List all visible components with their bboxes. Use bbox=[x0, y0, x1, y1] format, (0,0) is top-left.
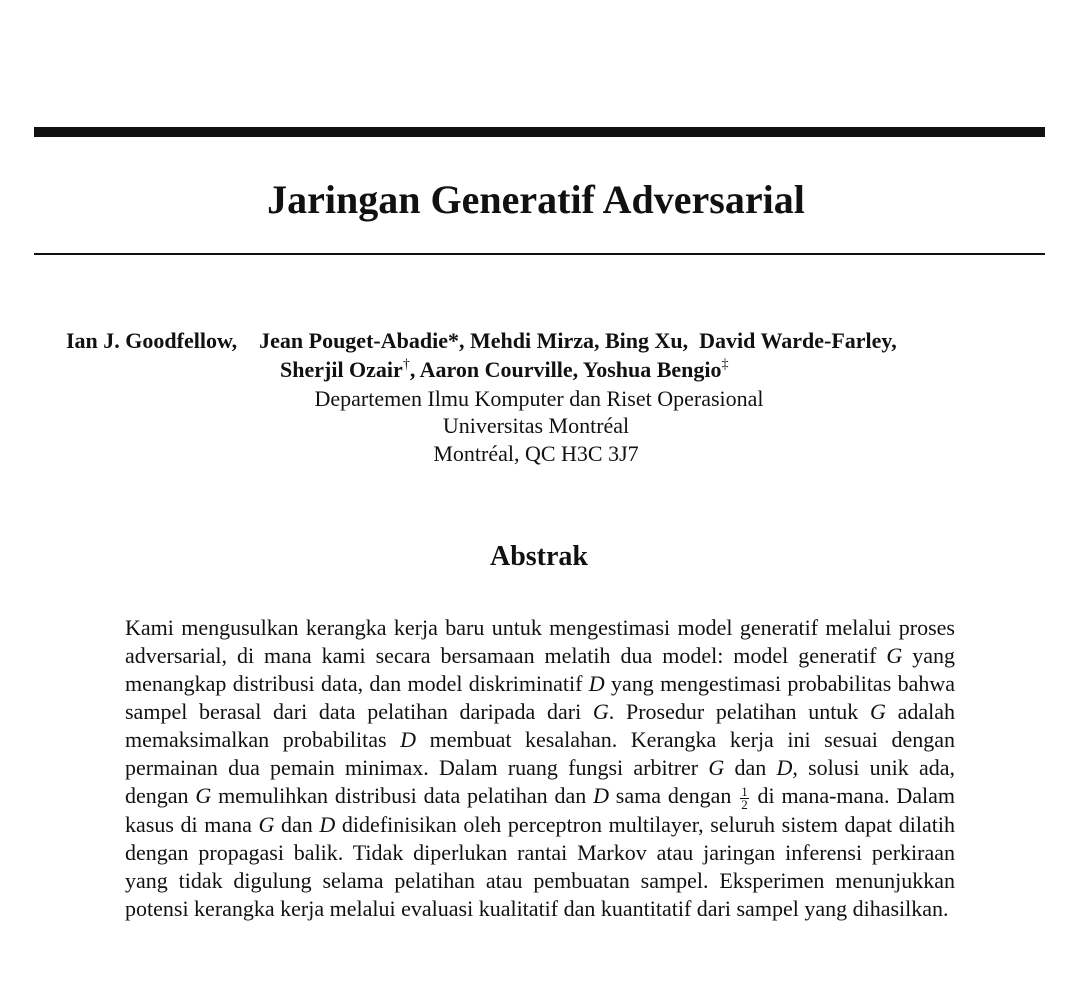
abstract-body bbox=[125, 614, 955, 923]
authors-courville-bengio: , Aaron Courville, Yoshua Bengio bbox=[409, 357, 722, 382]
dagger-mark: † bbox=[402, 357, 410, 372]
abstract-text: yang menangkap distribusi data, dan model diskriminatif bbox=[125, 643, 956, 696]
abstract-text: di mana-mana. Dalam kasus di mana bbox=[125, 783, 956, 837]
abstract-heading: Abstrak bbox=[489, 541, 588, 572]
top-thick-rule bbox=[34, 127, 1045, 137]
authors-line-2 bbox=[280, 355, 729, 384]
abstract-text: Kami mengusulkan kerangka kerja baru untuk mengestimasi model generatif melalui proses adversarial, di mana kami secara bersamaan melatih dua model: model generatif bbox=[125, 615, 955, 668]
abstract-text: , solusi unik ada, dengan bbox=[125, 755, 956, 808]
math-g: G bbox=[592, 699, 609, 724]
double-dagger-mark: ‡ bbox=[721, 357, 729, 372]
abstract-text: memulihkan distribusi data pelatihan dan bbox=[211, 783, 594, 808]
fraction-denominator: 2 bbox=[741, 797, 748, 812]
abstract-text: dan bbox=[724, 755, 777, 780]
paper-title: Jaringan Generatif Adversarial bbox=[267, 177, 805, 222]
title-bottom-rule bbox=[34, 253, 1045, 255]
math-g: G bbox=[195, 783, 212, 808]
author-ozair: Sherjil Ozair bbox=[280, 357, 403, 382]
abstract-text: yang mengestimasi probabilitas bahwa sampel berasal dari data pelatihan daripada dari bbox=[125, 671, 956, 724]
affiliation-university: Universitas Montréal bbox=[442, 413, 630, 438]
abstract-text: adalah memaksimalkan probabilitas bbox=[125, 699, 955, 752]
abstract-text: dan bbox=[274, 812, 320, 837]
math-d: D bbox=[776, 755, 793, 780]
affiliation-city: Montréal, QC H3C 3J7 bbox=[433, 441, 639, 466]
math-g: G bbox=[870, 699, 886, 724]
math-g: G bbox=[708, 755, 725, 780]
abstract-text: . Prosedur pelatihan untuk bbox=[608, 699, 870, 724]
math-g: G bbox=[886, 643, 903, 668]
fraction-one-half bbox=[740, 786, 749, 811]
abstract-text: didefinisikan oleh perceptron multilayer, seluruh sistem dapat dilatih dengan propagasi balik. Tidak diperlukan rantai Markov atau jaringan inferensi perkiraan yang tidak digulung selama pelatihan atau pembuatan sampel. Eksperimen menunjukkan potensi kerangka kerja melalui evaluasi kualitatif dan kuantitatif dari sampel yang dihasilkan. bbox=[125, 812, 955, 921]
math-d: D bbox=[588, 671, 605, 696]
abstract-text: sama dengan bbox=[608, 783, 739, 808]
math-d: D bbox=[400, 727, 417, 752]
abstract-text: membuat kesalahan. Kerangka kerja ini sesuai dengan permainan dua pemain minimax. Dalam ruang fungsi arbitrer bbox=[125, 727, 955, 780]
math-g: G bbox=[258, 812, 275, 837]
authors-line-1: Ian J. Goodfellow, Jean Pouget-Abadie*, Mehdi Mirza, Bing Xu, David Warde-Farley, bbox=[66, 328, 897, 353]
math-d: D bbox=[593, 783, 609, 808]
affiliation-department: Departemen Ilmu Komputer dan Riset Operasional bbox=[314, 386, 764, 411]
fraction-numerator: 1 bbox=[741, 784, 748, 799]
math-d: D bbox=[319, 812, 336, 837]
